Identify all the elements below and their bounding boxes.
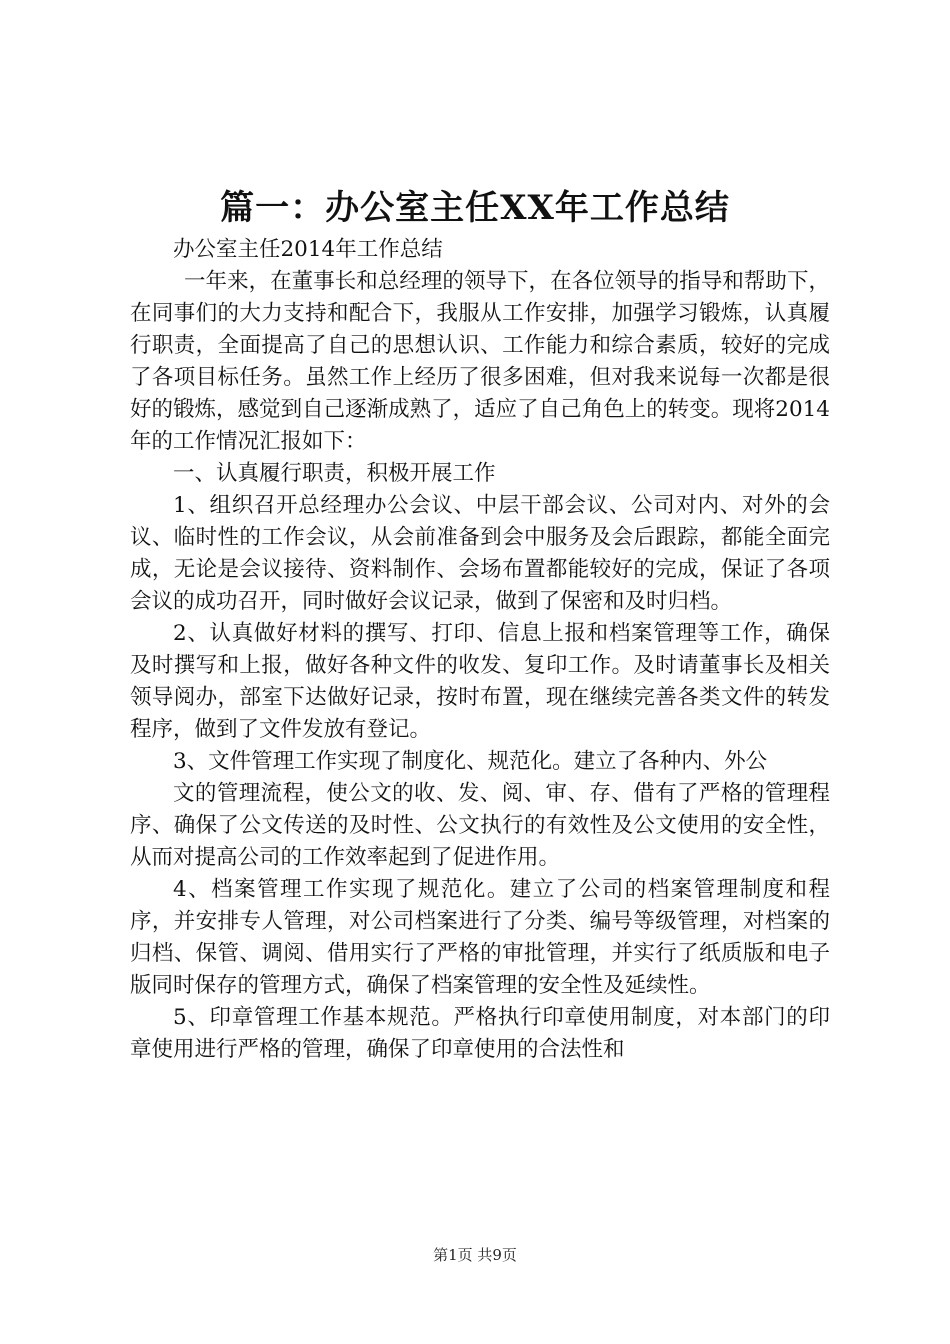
paragraph-item-1: 1、组织召开总经理办公会议、中层干部会议、公司对内、对外的会议、临时性的工作会议，从会前准备到会中服务及会后跟踪，都能全面完成，无论是会议接待、资料制作、会场布置都能较好的完成，保证了各项会议的成功召开，同时做好会议记录，做到了保密和及时归档。 (130, 493, 830, 614)
page-number-footer: 第1页 共9页 (433, 1246, 517, 1264)
paragraph-item-3-continued: 文的管理流程，使公文的收、发、阅、审、存、借有了严格的管理程序、确保了公文传送的及时性、公文执行的有效性及公文使用的安全性，从而对提高公司的工作效率起到了促进作用。 (130, 781, 830, 870)
paragraph-item-2: 2、认真做好材料的撰写、打印、信息上报和档案管理等工作，确保及时撰写和上报，做好各种文件的收发、复印工作。及时请董事长及相关领导阅办，部室下达做好记录，按时布置，现在继续完善各类文件的转发程序，做到了文件发放有登记。 (130, 621, 830, 742)
paragraph-item-4: 4、档案管理工作实现了规范化。建立了公司的档案管理制度和程序，并安排专人管理，对公司档案进行了分类、编号等级管理，对档案的归档、保管、调阅、借用实行了严格的审批管理，并实行了纸质版和电子版同时保存的管理方式，确保了档案管理的安全性及延续性。 (130, 877, 830, 998)
paragraph-subtitle: 办公室主任2014年工作总结 (173, 237, 443, 262)
paragraph-item-5: 5、印章管理工作基本规范。严格执行印章使用制度，对本部门的印章使用进行严格的管理，确保了印章使用的合法性和 (130, 1005, 830, 1062)
paragraph-intro: 一年来，在董事长和总经理的领导下，在各位领导的指导和帮助下，在同事们的大力支持和配合下，我服从工作安排，加强学习锻炼，认真履行职责，全面提高了自己的思想认识、工作能力和综合素质，较好的完成了各项目标任务。虽然工作上经历了很多困难，但对我来说每一次都是很好的锻炼，感觉到自己逐渐成熟了，适应了自己角色上的转变。现将2014年的工作情况汇报如下： (130, 269, 830, 454)
section-heading: 一、认真履行职责，积极开展工作 (173, 461, 496, 486)
document-body (130, 234, 830, 1066)
paragraph-item-3: 3、文件管理工作实现了制度化、规范化。建立了各种内、外公 (173, 749, 768, 774)
document-title: 篇一：办公室主任XX年工作总结 (220, 188, 730, 228)
